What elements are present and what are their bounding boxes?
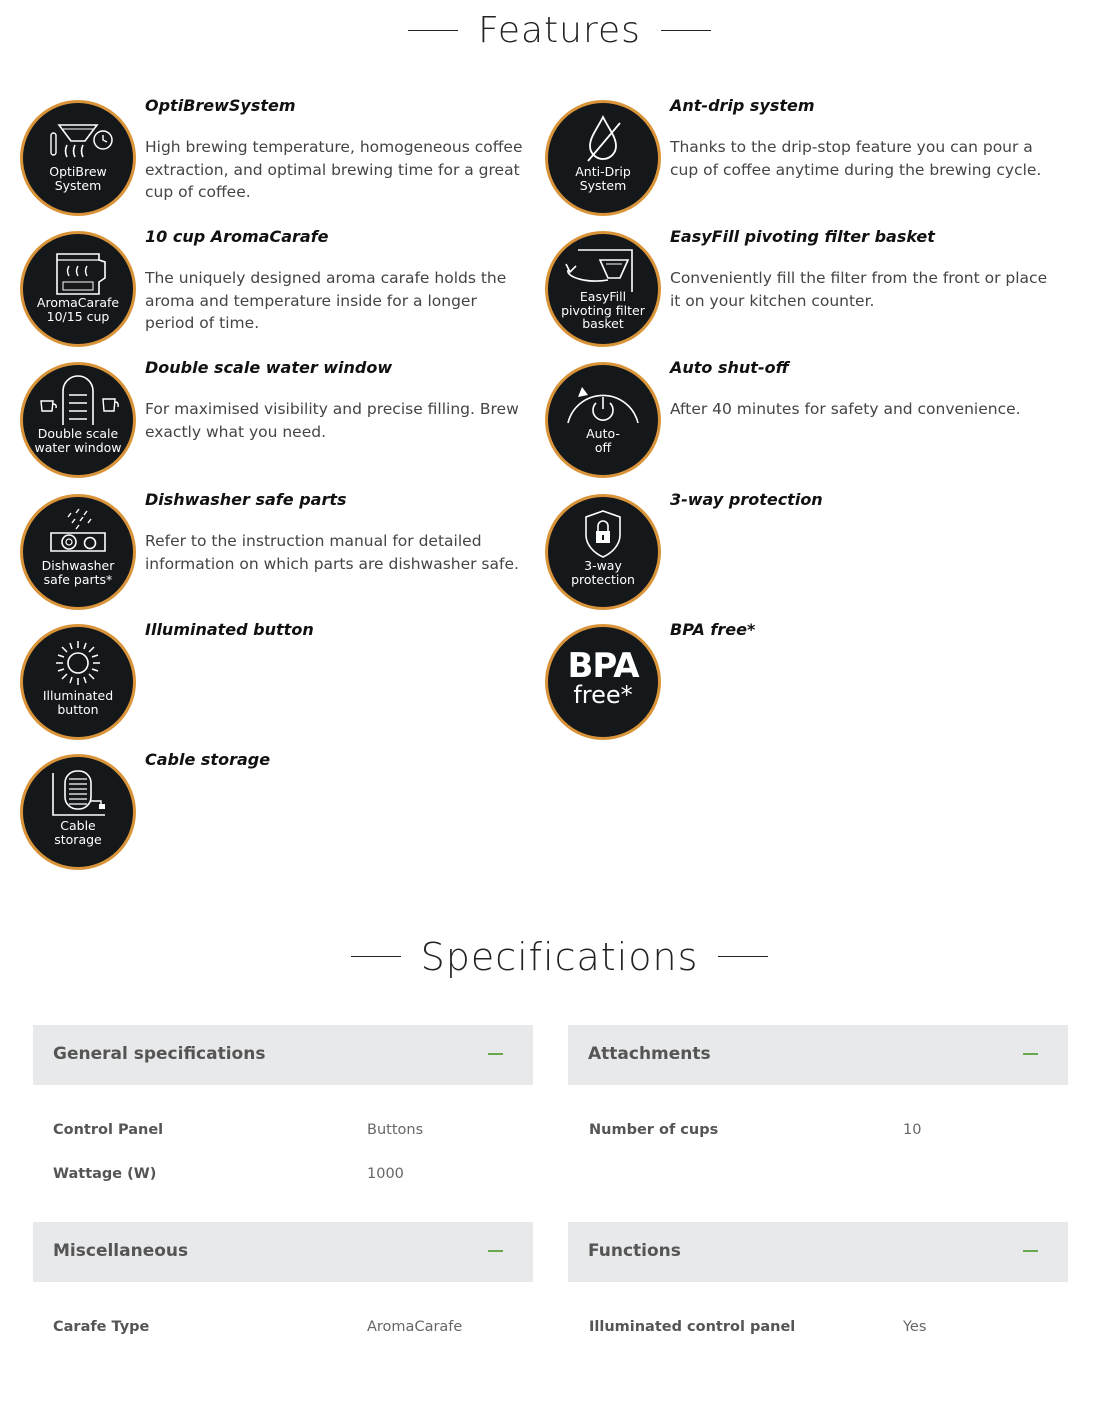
collapse-icon[interactable]: [488, 1250, 503, 1252]
no-drop-icon: [548, 103, 658, 213]
feature-water-window: [20, 358, 540, 482]
feature-illuminated-button: [20, 620, 540, 744]
badge-label: Auto- off: [586, 426, 620, 455]
filter-thermometer-icon: [23, 103, 133, 213]
illuminated-badge: [20, 624, 136, 740]
feature-title: Auto shut-off: [670, 358, 789, 377]
feature-description: Refer to the instruction manual for detailed information on which parts are dishwasher safe.: [145, 532, 519, 573]
protection-badge: [545, 494, 661, 610]
badge-label: OptiBrew System: [49, 164, 107, 193]
collapse-icon[interactable]: [1023, 1250, 1038, 1252]
spec-group-title: Functions: [588, 1241, 681, 1261]
feature-bpa-free: [545, 620, 1065, 744]
feature-description: For maximised visibility and precise filling. Brew exactly what you need.: [145, 400, 519, 441]
feature-title: 3-way protection: [670, 490, 823, 509]
badge-label: Cable storage: [54, 818, 102, 847]
dishwasher-badge: [20, 494, 136, 610]
spec-group-miscellaneous-header[interactable]: [33, 1222, 533, 1282]
auto-off-badge: [545, 362, 661, 478]
feature-easyfill: [545, 227, 1065, 351]
water-window-icon: [23, 365, 133, 475]
feature-title: Cable storage: [145, 750, 271, 769]
collapse-icon[interactable]: [488, 1053, 503, 1055]
heading-rule-right: [661, 30, 711, 31]
feature-dishwasher: [20, 490, 540, 614]
feature-title: 10 cup AromaCarafe: [145, 227, 329, 246]
spec-key: Carafe Type: [53, 1319, 150, 1335]
spec-value: AromaCarafe: [367, 1319, 463, 1335]
spec-value: Buttons: [367, 1122, 424, 1138]
easyfill-badge: [545, 231, 661, 347]
power-timer-icon: [548, 365, 658, 475]
dishwasher-icon: [23, 497, 133, 607]
spec-key: Control Panel: [53, 1122, 164, 1138]
heading-rule-right: [718, 956, 768, 957]
cable-storage-icon: [23, 757, 133, 867]
spec-value: Yes: [903, 1319, 927, 1335]
badge-label: Illuminated button: [42, 688, 114, 717]
feature-title: Illuminated button: [145, 620, 314, 639]
shield-lock-icon: [548, 497, 658, 607]
badge-label: EasyFill pivoting filter basket: [561, 289, 645, 331]
spec-group-functions-header[interactable]: [568, 1222, 1068, 1282]
feature-title: EasyFill pivoting filter basket: [670, 227, 935, 246]
bpa-free-badge: [545, 624, 661, 740]
feature-optibrew: [20, 96, 540, 220]
anti-drip-badge: [545, 100, 661, 216]
feature-title: OptiBrewSystem: [145, 96, 296, 115]
badge-label: 3-way protection: [571, 558, 635, 587]
spec-group-attachments-header[interactable]: [568, 1025, 1068, 1085]
sun-icon: [23, 627, 133, 737]
optibrew-badge: [20, 100, 136, 216]
feature-title: Ant-drip system: [670, 96, 815, 115]
specifications-heading: [0, 932, 1119, 979]
badge-label: Dishwasher safe parts*: [41, 558, 115, 587]
aroma-carafe-badge: [20, 231, 136, 347]
feature-description: Conveniently fill the filter from the front or place it on your kitchen counter.: [670, 269, 1048, 310]
carafe-icon: [23, 234, 133, 344]
bpa-label: BPA: [567, 646, 639, 686]
feature-description: After 40 minutes for safety and convenience.: [670, 400, 1021, 418]
spec-key: Wattage (W): [53, 1166, 157, 1182]
feature-title: BPA free*: [670, 620, 756, 639]
specifications-title: Specifications: [420, 934, 699, 979]
collapse-icon[interactable]: [1023, 1053, 1038, 1055]
badge-label: AromaCarafe 10/15 cup: [36, 295, 120, 324]
feature-description: High brewing temperature, homogeneous coffee extraction, and optimal brewing time for a great cup of coffee.: [145, 138, 523, 201]
feature-aroma-carafe: [20, 227, 540, 351]
spec-key: Number of cups: [589, 1122, 719, 1138]
spec-key: Illuminated control panel: [589, 1319, 796, 1335]
heading-rule-left: [408, 30, 458, 31]
feature-title: Dishwasher safe parts: [145, 490, 347, 509]
feature-cable-storage: [20, 750, 540, 874]
spec-group-title: General specifications: [53, 1044, 266, 1064]
free-label: free*: [573, 681, 633, 709]
spec-value: 10: [903, 1122, 922, 1138]
cable-storage-badge: [20, 754, 136, 870]
feature-3way-protection: [545, 490, 1065, 614]
spec-group-title: Attachments: [588, 1044, 711, 1064]
spec-group-general-header[interactable]: [33, 1025, 533, 1085]
feature-auto-shutoff: [545, 358, 1065, 482]
feature-description: Thanks to the drip-stop feature you can pour a cup of coffee anytime during the brewing cycle.: [670, 138, 1042, 179]
heading-rule-left: [351, 956, 401, 957]
feature-anti-drip: [545, 96, 1065, 220]
badge-label: Anti-Drip System: [575, 164, 631, 193]
badge-label: Double scale water window: [34, 426, 122, 455]
features-heading: [0, 8, 1119, 51]
water-window-badge: [20, 362, 136, 478]
feature-description: The uniquely designed aroma carafe holds the aroma and temperature inside for a longer period of time.: [145, 269, 507, 332]
spec-group-title: Miscellaneous: [53, 1241, 189, 1261]
features-title: Features: [478, 9, 641, 51]
spec-value: 1000: [367, 1166, 404, 1182]
feature-title: Double scale water window: [145, 358, 393, 377]
